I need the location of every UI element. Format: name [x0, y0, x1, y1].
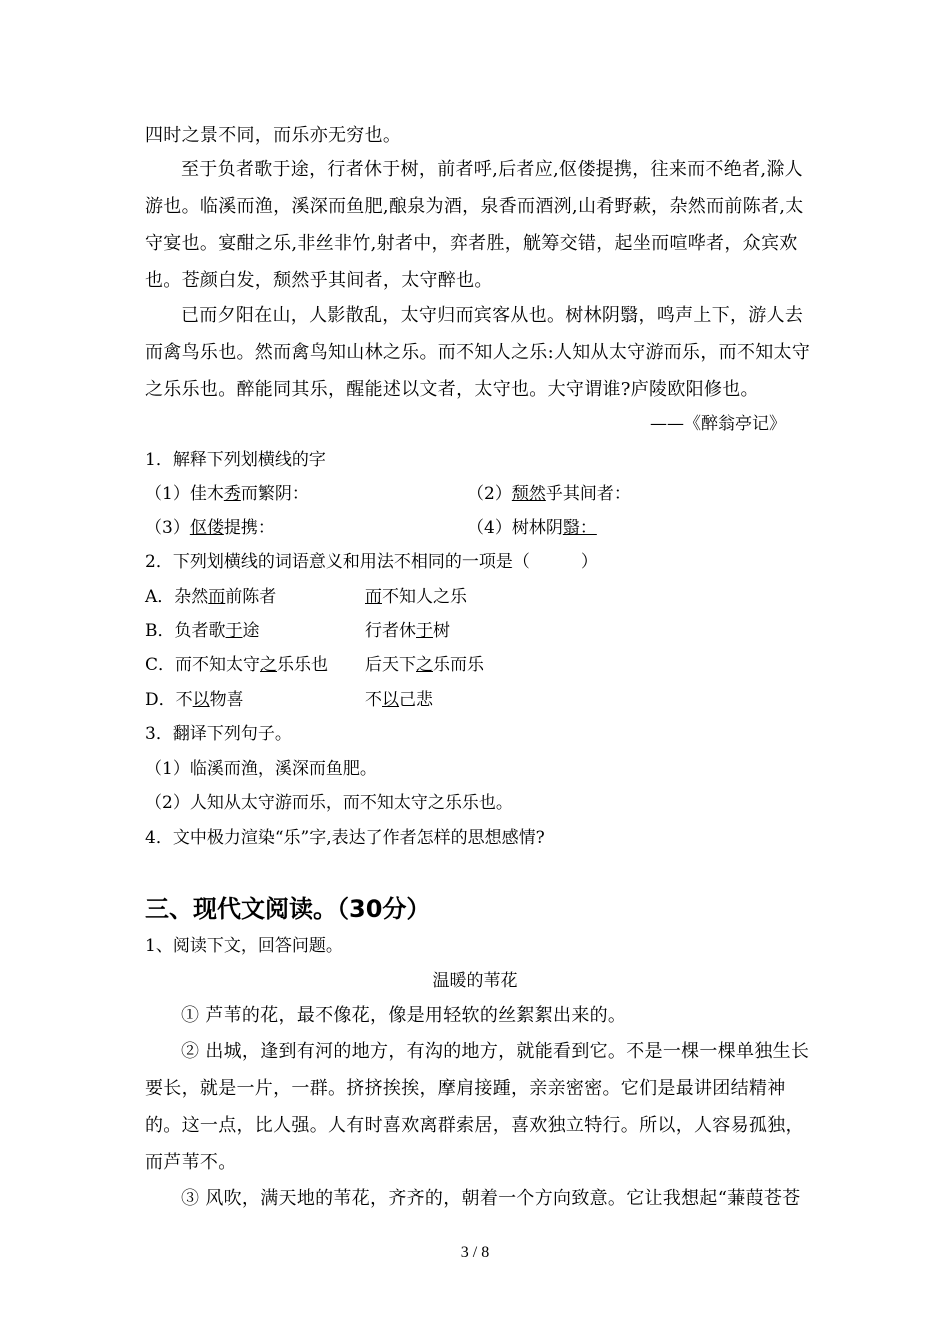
q1-item-2-text-after: 乎其间者： — [545, 484, 631, 504]
q2-c-left-underlined: 之 — [260, 655, 278, 675]
q2-option-a-right — [365, 585, 467, 609]
q3-sentence-1: （1）临溪而渔，溪深而鱼肥。 — [145, 759, 377, 779]
page-number: 3 / 8 — [460, 1244, 490, 1261]
q2-title: 2．下列划横线的词语意义和用法不相同的一项是（ ） — [145, 552, 598, 572]
q1-title: 1．解释下列划横线的字 — [145, 450, 326, 470]
q2-a-left-text-after: 前陈者 — [225, 587, 277, 607]
q1-item-1 — [145, 482, 309, 506]
q1-item-1-text: （1）佳木 — [145, 484, 224, 504]
q2-c-right-underlined: 之 — [416, 655, 433, 675]
passage-paragraph-0: 四时之景不同，而乐亦无穷也。 — [145, 125, 402, 146]
q1-item-3-underlined: 伛偻 — [189, 518, 224, 538]
q2-c-right-text-after: 乐而乐 — [433, 655, 484, 675]
article-title: 温暖的苇花 — [432, 971, 518, 991]
q2-option-c-right — [365, 653, 484, 677]
q1-item-3 — [145, 516, 275, 540]
q2-a-right-text-after: 不知人之乐 — [382, 587, 467, 607]
article-paragraph-1: ① 芦苇的花，最不像花，像是用轻软的丝絮絮出来的。 — [181, 1005, 627, 1026]
q1-item-4-underlined: 翳： — [562, 518, 597, 538]
q2-option-d-left — [145, 688, 244, 712]
q3-title: 3．翻译下列句子。 — [145, 724, 292, 744]
q1-item-2 — [467, 482, 631, 506]
section-3-intro: 1、阅读下文，回答问题。 — [145, 936, 343, 956]
q2-option-b-left — [145, 619, 260, 643]
q1-item-2-text: （2） — [467, 484, 512, 504]
q3-sentence-2: （2）人知从太守游而乐，而不知太守之乐乐也。 — [145, 793, 513, 813]
q2-b-right-underlined: 于 — [416, 621, 433, 641]
q2-d-left-underlined: 以 — [192, 690, 210, 710]
q2-option-c-left — [145, 653, 328, 677]
q1-item-1-text-after: 而繁阴： — [240, 484, 309, 504]
q2-d-right-underlined: 以 — [382, 690, 399, 710]
q2-a-left-underlined: 而 — [208, 587, 226, 607]
passage-paragraph-1: 至于负者歌于途，行者休于树，前者呼,后者应,伛偻提携，往来而不绝者,滁人游也。临溪而渔，溪深而鱼肥,酿泉为酒，泉香而酒洌,山肴野蔌，杂然而前陈者,太守宴也。宴酣之乐,非丝非竹,射者中，弈者胜，觥筹交错，起坐而喧哗者，众宾欢也。苍颜白发，颓然乎其间者，太守醉也。 — [145, 159, 804, 291]
article-paragraph-3: ③ 风吹，满天地的苇花，齐齐的，朝着一个方向致意。它让我想起“蒹葭苍苍 — [181, 1188, 801, 1209]
q2-c-left-text: C．而不知太守 — [145, 655, 261, 675]
q2-option-d-right — [365, 688, 433, 712]
q2-c-right-text: 后天下 — [365, 655, 416, 675]
q2-d-left-text: D．不 — [145, 690, 193, 710]
q2-b-left-underlined: 于 — [225, 621, 243, 641]
q1-item-2-underlined: 颓然 — [511, 484, 546, 504]
q2-a-left-text: A．杂然 — [145, 587, 209, 607]
q1-item-4 — [467, 516, 597, 540]
q2-option-b-right — [365, 619, 450, 643]
q2-b-right-text-after: 树 — [433, 621, 450, 641]
q2-a-right-underlined: 而 — [365, 587, 382, 607]
q2-d-right-text-after: 己悲 — [399, 690, 433, 710]
article-paragraph-2: ② 出城，逢到有河的地方，有沟的地方，就能看到它。不是一棵一棵单独生长要长，就是一片，一群。挤挤挨挨，摩肩接踵，亲亲密密。它们是最讲团结精神的。这一点，比人强。人有时喜欢离群索居，喜欢独立特行。所以，人容易孤独，而芦苇不。 — [145, 1041, 810, 1173]
passage-paragraph-2: 已而夕阳在山，人影散乱，太守归而宾客从也。树林阴翳，鸣声上下，游人去而禽鸟乐也。然而禽鸟知山林之乐。而不知人之乐:人知从太守游而乐，而不知太守之乐乐也。醉能同其乐，醒能述以文者，太守也。大守谓谁?庐陵欧阳修也。 — [145, 305, 811, 400]
q2-option-a-left — [145, 585, 276, 609]
section-3-heading: 三、现代文阅读。（30分） — [145, 895, 431, 923]
q1-item-3-text-after: 提携： — [223, 518, 275, 538]
q1-item-1-underlined: 秀 — [223, 484, 241, 504]
q2-d-left-text-after: 物喜 — [209, 690, 244, 710]
passage-attribution: ——《醉翁亭记》 — [650, 414, 786, 434]
q2-c-left-text-after: 乐乐也 — [277, 655, 329, 675]
q1-item-3-text: （3） — [145, 518, 190, 538]
q4-title: 4．文中极力渲染“乐”字,表达了作者怎样的思想感情? — [145, 828, 545, 848]
q2-b-left-text: B．负者歌 — [145, 621, 226, 641]
q2-b-right-text: 行者休 — [365, 621, 416, 641]
q2-d-right-text: 不 — [365, 690, 382, 710]
q2-b-left-text-after: 途 — [242, 621, 260, 641]
q1-item-4-text: （4）树林阴 — [467, 518, 563, 538]
